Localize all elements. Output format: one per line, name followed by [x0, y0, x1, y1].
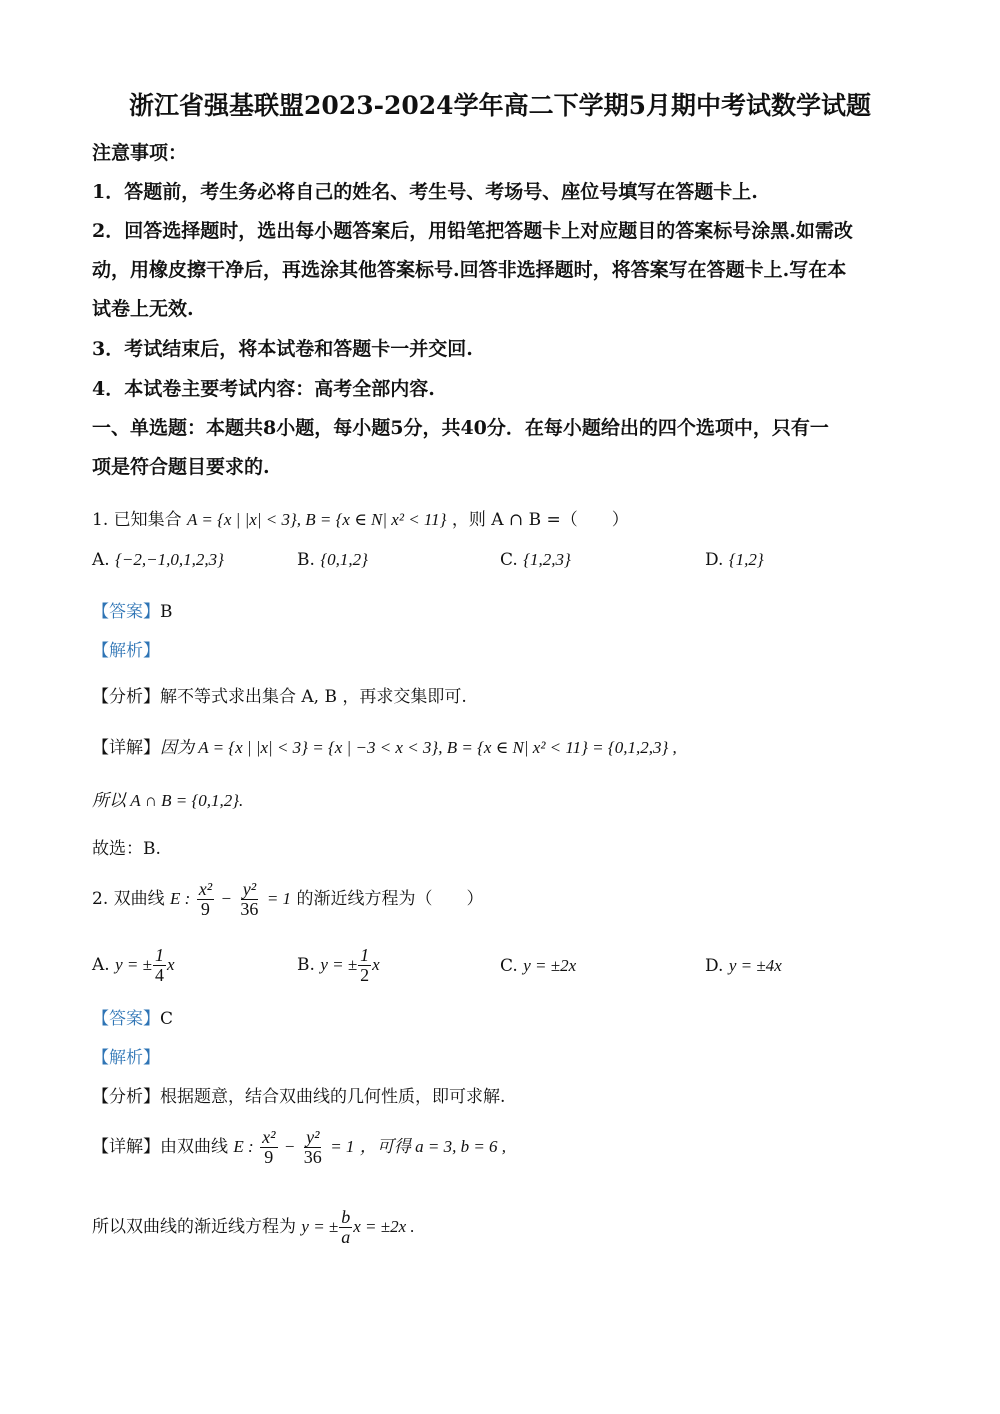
- answer-tag: 【答案】: [92, 602, 160, 622]
- q1-option-a: A. {−2,−1,0,1,2,3}: [92, 550, 224, 570]
- q2-xiangjie: 【详解】由双曲线 E : $\frac{\text{x²}}{9}$ − $\frac{\text{y²}}{36}$ = 1 ，可得 a = 3, b = 6 ,: [92, 1127, 507, 1167]
- q1-option-c: C. {1,2,3}: [500, 550, 571, 570]
- q1-answer: 【答案】B: [92, 602, 173, 622]
- q2-option-c: C. y = ±2x: [500, 956, 577, 976]
- notice-item-4: 4．本试卷主要考试内容：高考全部内容.: [92, 378, 435, 400]
- q2-fenxi: 【分析】根据题意，结合双曲线的几何性质，即可求解.: [92, 1087, 506, 1107]
- q2-option-a: A. y = ± $\frac{1}{4}$ x: [92, 945, 175, 985]
- q2-option-b: B. y = ± $\frac{1}{2}$ x: [297, 945, 380, 985]
- notice-heading: 注意事项：: [92, 142, 188, 164]
- q1-choice: 故选：B.: [92, 839, 161, 859]
- q1-fenxi: 【分析】解不等式求出集合 A, B ，再求交集即可.: [92, 687, 467, 707]
- notice-item-3: 3．考试结束后，将本试卷和答题卡一并交回.: [92, 338, 473, 360]
- page-title: 浙江省强基联盟2023-2024学年高二下学期5月期中考试数学试题: [129, 91, 871, 120]
- q1-jiexi-tag: 【解析】: [92, 641, 160, 661]
- q1-sets: A = {x | |x| < 3}, B = {x ∈ N| x² < 11}: [187, 510, 447, 529]
- q2-frac-x: $\frac{\text{x²}}{9}$: [198, 879, 213, 919]
- notice-item-1: 1．答题前，考生务必将自己的姓名、考生号、考场号、座位号填写在答题卡上.: [92, 181, 758, 203]
- q2-conclusion: 所以双曲线的渐近线方程为 y = ± $\frac{b}{a}$ x = ±2x .: [92, 1207, 415, 1247]
- q1-option-d: D. {1,2}: [705, 550, 764, 570]
- q1-xiangjie: 【详解】因为 A = {x | |x| < 3} = {x | −3 < x < 3}, B = {x ∈ N| x² < 11} = {0,1,2,3} ,: [92, 738, 677, 758]
- q1-stem: [92, 505, 629, 530]
- q1-conclusion: 所以 A ∩ B = {0,1,2}.: [92, 791, 244, 810]
- q1-option-b: B. {0,1,2}: [297, 550, 368, 570]
- notice-item-2: 2．回答选择题时，选出每小题答案后，用铅笔把答题卡上对应题目的答案标号涂黑.如需改: [92, 220, 853, 242]
- q2-answer: 【答案】C: [92, 1009, 174, 1029]
- q2-stem: 2. 双曲线 E : $\frac{\text{x²}}{9}$ − $\frac{\text{y²}}{36}$ = 1 的渐近线方程为（ ）: [92, 879, 484, 919]
- q2-option-d: D. y = ±4x: [705, 956, 782, 976]
- q1-suffix: ，则 A ∩ B =（ ）: [451, 510, 629, 530]
- notice-item-2-end: 试卷上无效.: [92, 298, 194, 320]
- section-heading-cont: 项是符合题目要求的.: [92, 456, 270, 478]
- notice-item-2-cont: 动，用橡皮擦干净后，再选涂其他答案标号.回答非选择题时，将答案写在答题卡上.写在本: [92, 259, 847, 281]
- q1-prefix: 1. 已知集合: [92, 510, 182, 530]
- q2-frac-y: $\frac{\text{y²}}{36}$: [240, 879, 259, 919]
- section-heading: 一、单选题：本题共8小题，每小题5分，共40分．在每小题给出的四个选项中，只有一: [92, 417, 829, 439]
- q2-jiexi-tag: 【解析】: [92, 1048, 160, 1068]
